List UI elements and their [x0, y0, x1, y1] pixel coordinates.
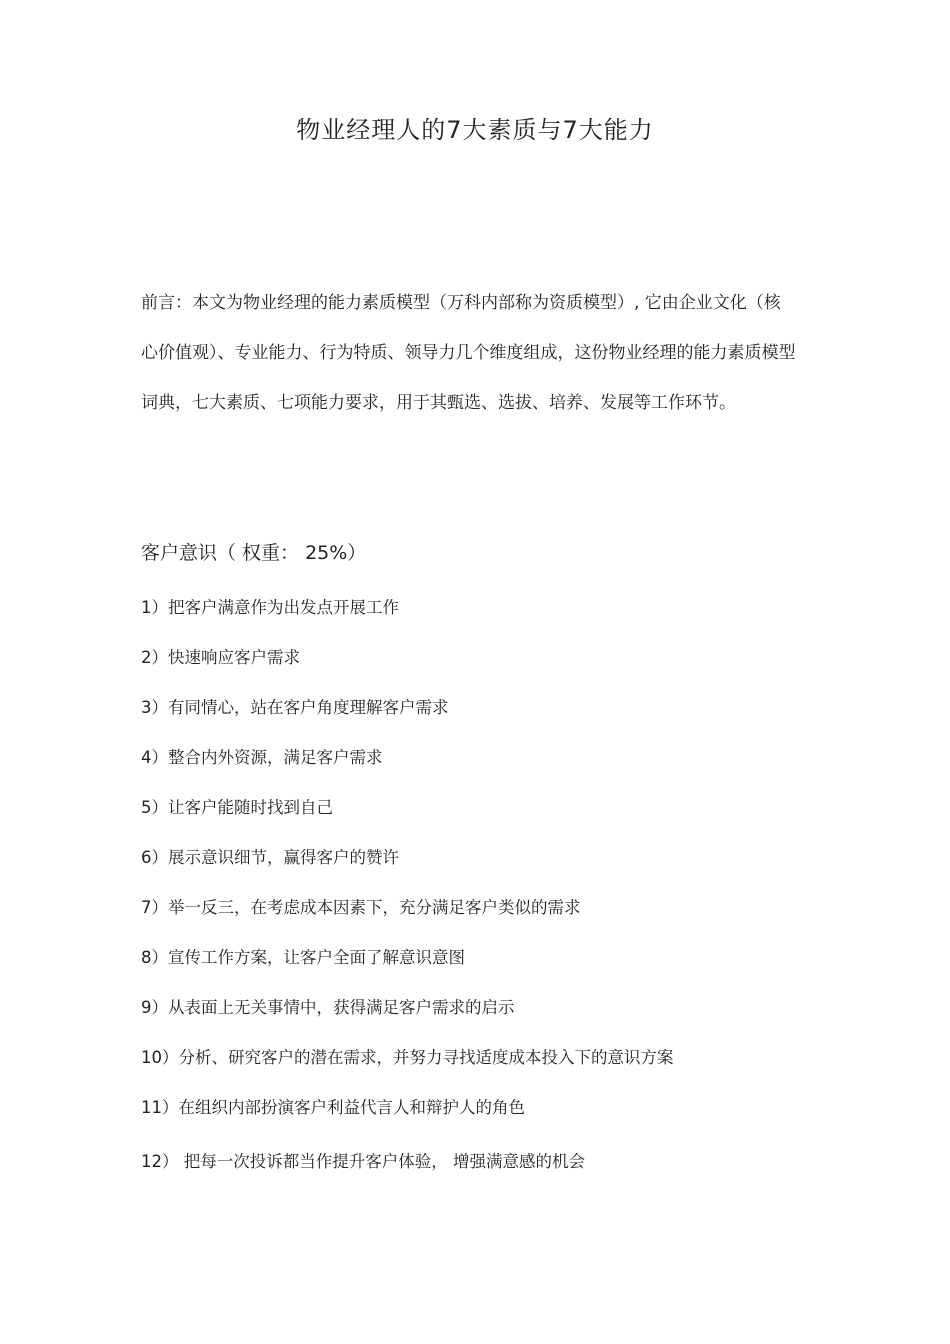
- list-item: 4）整合内外资源，满足客户需求: [141, 748, 383, 767]
- list-item: 8）宣传工作方案，让客户全面了解意识意图: [141, 948, 465, 967]
- list-item: 1）把客户满意作为出发点开展工作: [141, 598, 399, 617]
- document-title: 物业经理人的7大素质与7大能力: [296, 116, 654, 144]
- list-item: 12） 把每一次投诉都当作提升客户体验， 增强满意感的机会: [141, 1152, 585, 1171]
- list-item: 11）在组织内部扮演客户利益代言人和辩护人的角色: [141, 1098, 525, 1117]
- list-item: 9）从表面上无关事情中，获得满足客户需求的启示: [141, 998, 515, 1017]
- list-item: 7）举一反三，在考虑成本因素下，充分满足客户类似的需求: [141, 898, 581, 917]
- list-item: 5）让客户能随时找到自己: [141, 798, 333, 817]
- section-heading: 客户意识（ 权重： 25%）: [141, 542, 367, 564]
- list-item: 2）快速响应客户需求: [141, 648, 300, 667]
- list-item: 6）展示意识细节，赢得客户的赞许: [141, 848, 399, 867]
- list-item: 10）分析、研究客户的潜在需求，并努力寻找适度成本投入下的意识方案: [141, 1048, 674, 1067]
- requirement-list: [141, 592, 674, 1196]
- intro-text: 前言：本文为物业经理的能力素质模型（万科内部称为资质模型）, 它由企业文化（核心价值观）、专业能力、行为特质、领导力几个维度组成，这份物业经理的能力素质模型词典，七大素质、七项能力要求，用于其甄选、选拔、培养、发展等工作环节。: [141, 293, 796, 413]
- list-item: 3）有同情心，站在客户角度理解客户需求: [141, 698, 449, 717]
- intro-paragraph: [141, 278, 796, 428]
